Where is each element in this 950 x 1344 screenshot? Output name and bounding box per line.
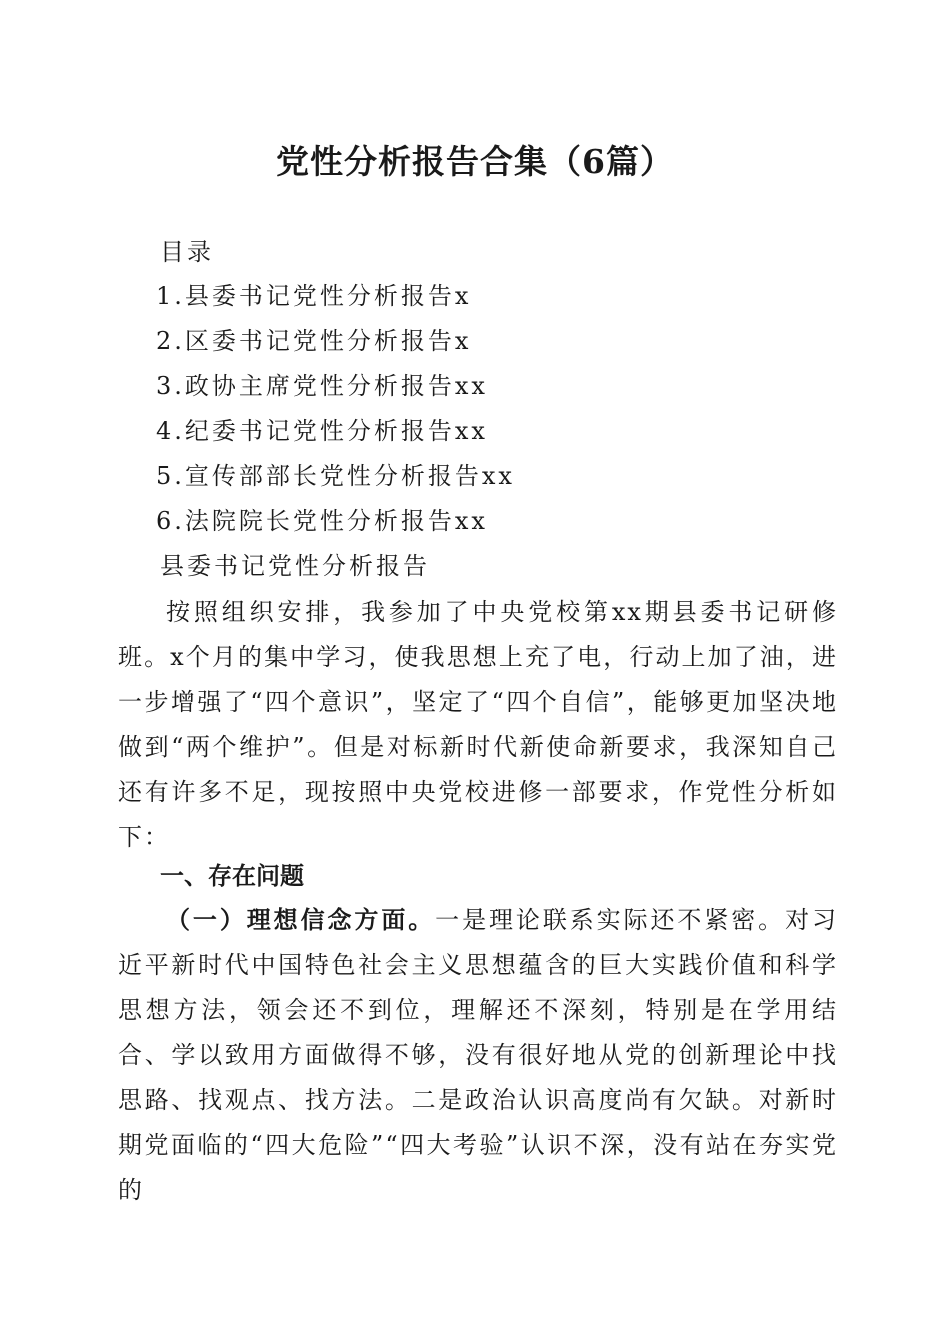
toc-item: 1.县委书记党性分析报告x bbox=[156, 282, 472, 310]
intro-paragraph: 按照组织安排，我参加了中央党校第xx期县委书记研修班。x个月的集中学习，使我思想上充了电，行动上加了油，进一步增强了“四个意识”，坚定了“四个自信”，能够更加坚决地做到“两个维护”。但是对标新时代新使命新要求，我深知自己还有许多不足，现按照中央党校进修一部要求，作党性分析如下： bbox=[118, 598, 838, 851]
section-paragraph bbox=[118, 898, 838, 1213]
toc-item: 3.政协主席党性分析报告xx bbox=[156, 372, 488, 400]
toc-heading: 目录 bbox=[160, 238, 214, 266]
paragraph-body: 一是理论联系实际还不紧密。对习近平新时代中国特色社会主义思想蕴含的巨大实践价值和科学思想方法，领会还不到位，理解还不深刻，特别是在学用结合、学以致用方面做得不够，没有很好地从党的创新理论中找思路、找观点、找方法。二是政治认识高度尚有欠缺。对新时期党面临的“四大危险”“四大考验”认识不深，没有站在夯实党的 bbox=[118, 906, 839, 1204]
toc-item: 6.法院院长党性分析报告xx bbox=[156, 507, 488, 535]
section-heading: 一、存在问题 bbox=[160, 862, 304, 890]
document-title: 党性分析报告合集（6篇） bbox=[276, 142, 674, 181]
table-of-contents bbox=[156, 280, 515, 550]
article-title: 县委书记党性分析报告 bbox=[160, 552, 430, 580]
toc-item: 4.纪委书记党性分析报告xx bbox=[156, 417, 488, 445]
toc-item: 2.区委书记党性分析报告x bbox=[156, 327, 472, 355]
paragraph-lead: （一）理想信念方面。 bbox=[166, 906, 436, 934]
toc-item: 5.宣传部部长党性分析报告xx bbox=[156, 462, 515, 490]
